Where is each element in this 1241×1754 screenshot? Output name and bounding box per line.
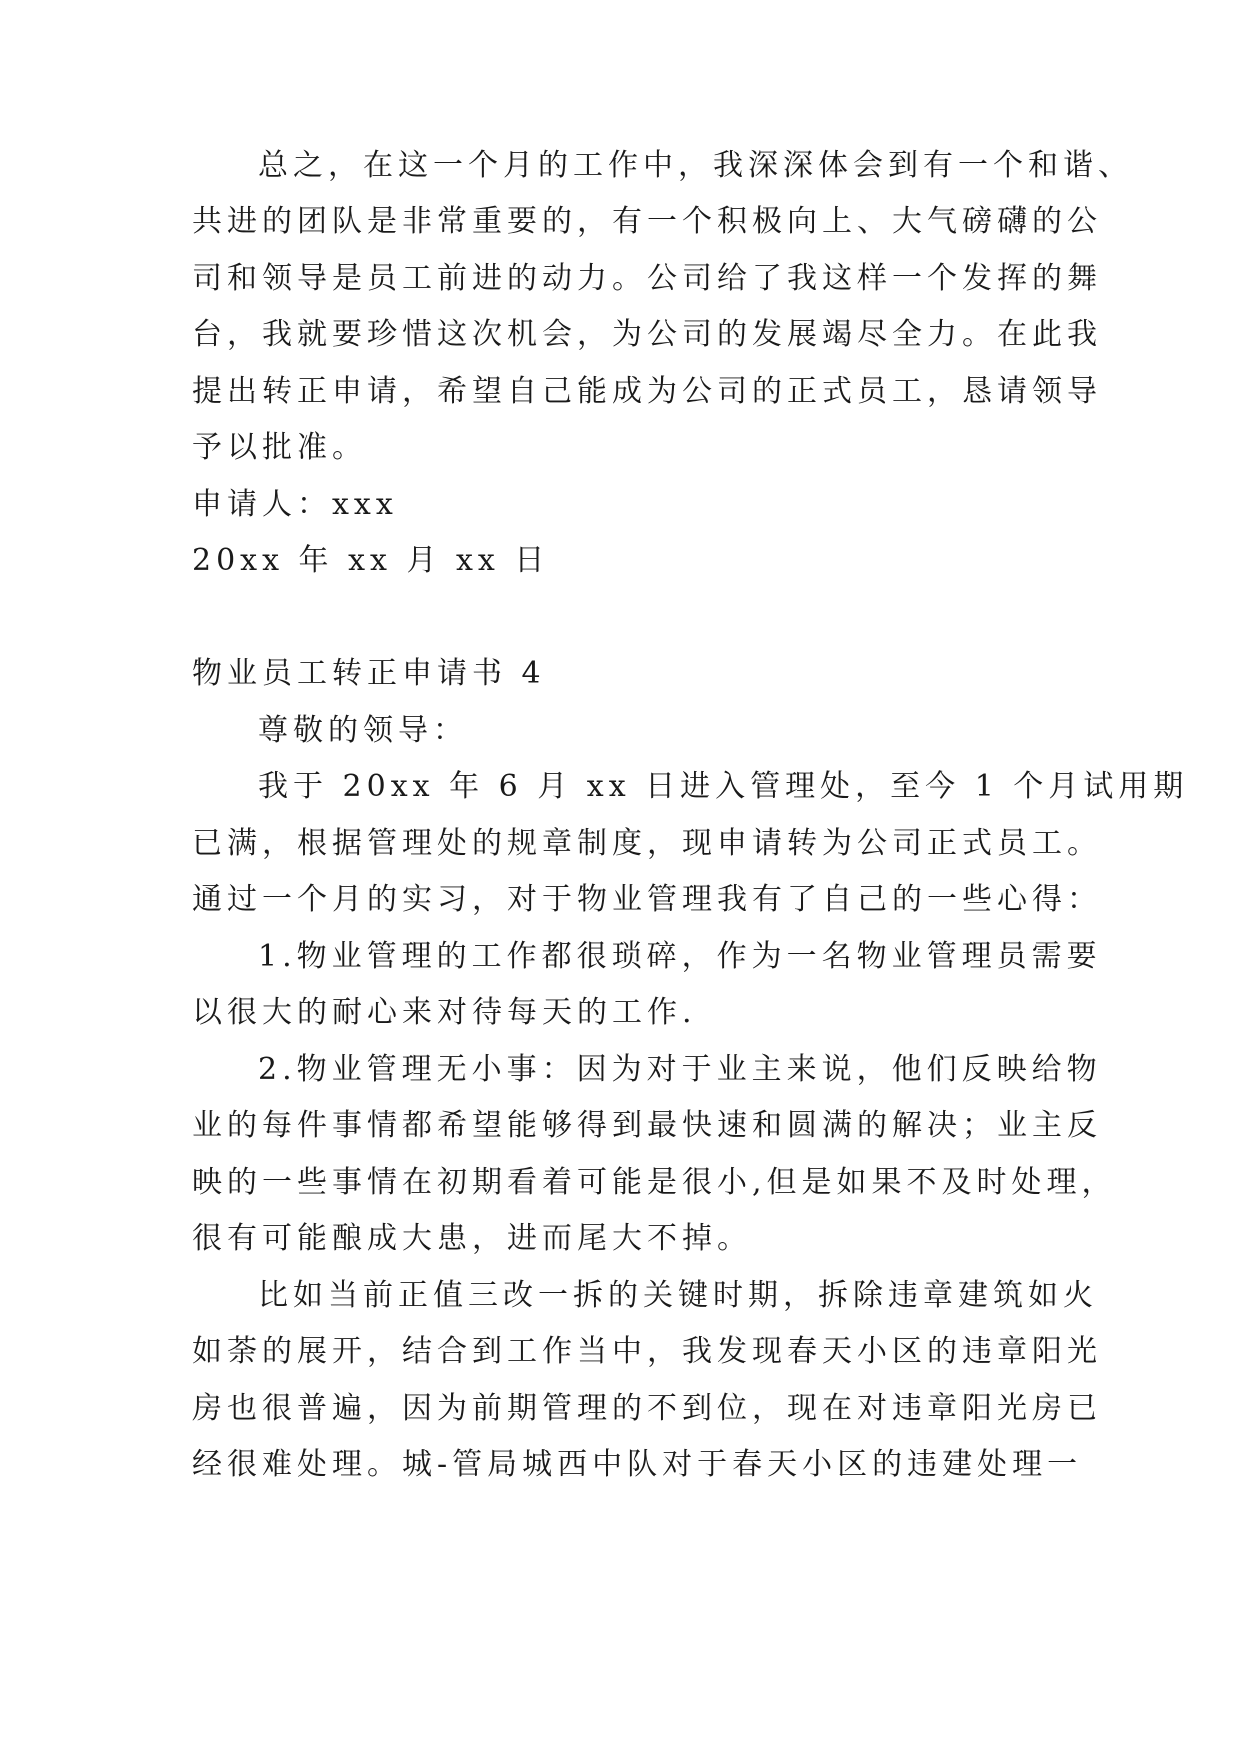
text-line: 予以批准。 <box>192 430 367 465</box>
list-item-1: 1.物业管理的工作都很琐碎，作为一名物业管理员需要 <box>258 939 1102 974</box>
text-line: 很有可能酿成大患，进而尾大不掉。 <box>192 1221 752 1256</box>
text-line: 以很大的耐心来对待每天的工作. <box>192 995 697 1030</box>
text-line: 经很难处理。城-管局城西中队对于春天小区的违建处理一 <box>192 1447 1083 1482</box>
list-item-2: 2.物业管理无小事：因为对于业主来说，他们反映给物 <box>258 1052 1102 1087</box>
text-line: 通过一个月的实习，对于物业管理我有了自己的一些心得： <box>192 882 1102 917</box>
text-line: 司和领导是员工前进的动力。公司给了我这样一个发挥的舞 <box>192 261 1102 296</box>
applicant-line: 申请人：xxx <box>192 487 398 522</box>
text-line: 比如当前正值三改一拆的关键时期，拆除违章建筑如火 <box>258 1278 1098 1313</box>
text-line: 映的一些事情在初期看着可能是很小,但是如果不及时处理， <box>192 1165 1117 1200</box>
text-line: 已满，根据管理处的规章制度，现申请转为公司正式员工。 <box>192 826 1102 861</box>
date-line: 20xx 年 xx 月 xx 日 <box>192 543 550 578</box>
section-title: 物业员工转正申请书 4 <box>192 656 546 691</box>
salutation: 尊敬的领导： <box>258 713 468 748</box>
text-line: 房也很普遍，因为前期管理的不到位，现在对违章阳光房已 <box>192 1391 1102 1426</box>
text-line: 台，我就要珍惜这次机会，为公司的发展竭尽全力。在此我 <box>192 317 1102 352</box>
text-line: 提出转正申请，希望自己能成为公司的正式员工，恳请领导 <box>192 374 1102 409</box>
text-line: 如荼的展开，结合到工作当中，我发现春天小区的违章阳光 <box>192 1334 1102 1369</box>
text-line: 业的每件事情都希望能够得到最快速和圆满的解决；业主反 <box>192 1108 1102 1143</box>
text-line: 总之，在这一个月的工作中，我深深体会到有一个和谐、 <box>258 148 1133 183</box>
text-line: 共进的团队是非常重要的，有一个积极向上、大气磅礴的公 <box>192 204 1102 239</box>
text-line: 我于 20xx 年 6 月 xx 日进入管理处，至今 1 个月试用期 <box>258 769 1189 804</box>
